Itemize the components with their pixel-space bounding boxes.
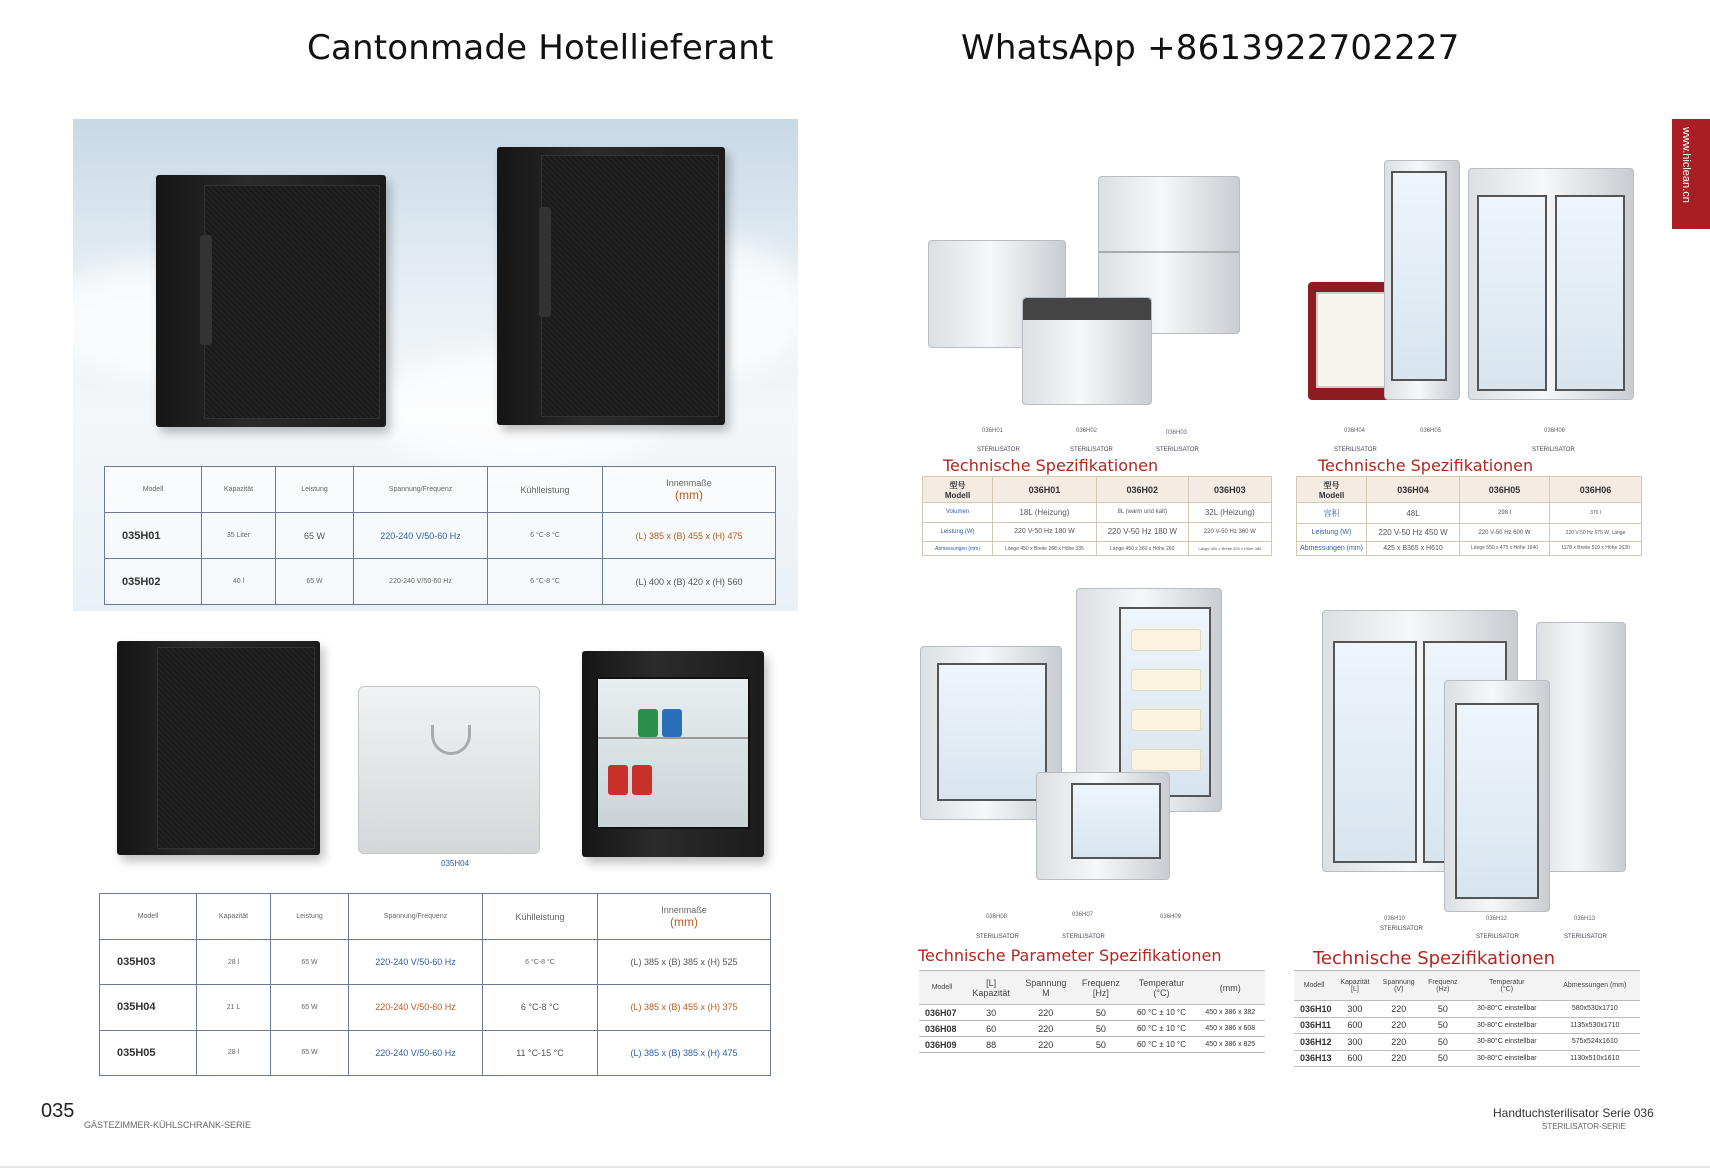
block1-title: Technische Spezifikationen [943,456,1159,475]
middle-caption-035h04: 035H04 [441,859,470,868]
col-header-innenmasse: Innenmaße (mm) [603,467,776,513]
series-label-right: STERILISATOR-SERIE [1542,1122,1626,1131]
table-row: 035H04 21 L 65 W 220-240 V/50-60 Hz 6 °C-8 °C (L) 385 x (B) 455 x (H) 375 [100,985,771,1030]
caption-036h02: 036H02 [1076,428,1098,434]
table-row: 036H08 60 220 50 60 °C ± 10 °C 450 x 386 x 608 [919,1021,1265,1037]
sterilizer-036h05-image [1384,160,1460,400]
col-header-spannung: Spannung/Frequenz [354,467,488,513]
table-row: Abmessungen (mm) 425 x B365 x H610 Länge 550 x 475 x Höhe 1640 1178 x Breite 510 x Höhe 1630 [1297,541,1642,555]
spec-table-block2: 型号 Modell 036H04 036H05 036H06 容积 48L 298 l 370 l Leistung (W) 220 V-50 Hz 450 W 220 V-50 Hz 600 W 220 V-50 Hz 675 W, Länge Abmessungen (mm) 425 x B365 x H610 Länge 550 x 475 x Höhe 1640 1178 x Breite 510 x Höhe 1630 [1296,476,1642,556]
table-row: 036H13 600 220 50 30-80°C einstellbar 1130x510x1610 [1294,1050,1640,1067]
caption-036h10: 036H10 [1384,916,1406,922]
caption-036h09: 036H09 [1160,914,1182,920]
caption-036h07: 036H07 [1072,912,1094,918]
table-row: 036H11 600 220 50 30-80°C einstellbar 1135x530x1710 [1294,1017,1640,1034]
table-row: Abmessungen (mm) Länge 450 x Breite 268 x Höhe 335 Länge 450 x 360 x Höhe 260 Länge 450 x Breite 325 x Höhe 385 [923,542,1272,556]
sterilizer-036h06-image [1468,168,1634,400]
spec-table-block4: Modell Kapazität [L] Spannung (V) Frequenz (Hz) Temperatur (°C) Abmessungen (mm) 036H10 300 220 50 30-80°C einstellbar 580x530x1710 036H11 600 220 50 30-80°C einstellbar 1135x530x1710 036H12 300 220 50 30-80°C einstellbar 575x524x1610 036H13 600 220 50 30-80°C einstellbar 1130x510x1610 [1294,970,1640,1067]
sterilizer-036h02-image [1022,297,1152,405]
col-header-modell: Modell [100,894,197,940]
table-row: Volumen 18L (Heizung) 8L (warm und kalt) 32L (Heizung) [923,503,1272,523]
caption-036h04: 036H04 [1344,428,1366,434]
spec-table-block3: Modell [L] Kapazität Spannung M Frequenz [Hz] Temperatur (°C) (mm) 036H07 30 220 50 60 °C ± 10 °C 450 x 386 x 382 036H08 60 220 50 60 °C ± 10 °C 450 x 386 x 608 036H09 88 220 50 60 °C ± 10 °C 450 x 386 x 825 [919,970,1265,1053]
table-row: 036H07 30 220 50 60 °C ± 10 °C 450 x 386 x 382 [919,1005,1265,1021]
col-header-leistung: Leistung [276,467,354,513]
col-header-kapazitaet: Kapazität [197,894,271,940]
caption-036h06: 036H06 [1544,428,1566,434]
table-row: 036H10 300 220 50 30-80°C einstellbar 580x530x1710 [1294,1001,1640,1018]
sterilizer-036h12-image [1444,680,1550,912]
spec-table-block1: 型号 Modell 036H01 036H02 036H03 Volumen 18L (Heizung) 8L (warm und kalt) 32L (Heizung) Leistung (W) 220 V-50 Hz 180 W 220 V-50 Hz 180 W 220 V-50 Hz 360 W Abmessungen (mm) Länge 450 x Breite 268 x Höhe 335 Länge 450 x 360 x Höhe 260 Länge 450 x Breite 325 x Höhe 385 [922,476,1272,556]
block3-title: Technische Parameter Spezifikationen [918,946,1222,965]
col-header-modell: Modell [105,467,202,513]
header-left-title: Cantonmade Hotellieferant [307,28,774,68]
caption-036h01: 036H01 [982,428,1004,434]
url-side-tab: www.hiclean.cn [1672,119,1710,229]
block2-title: Technische Spezifikationen [1318,456,1534,475]
caption-036h08: 036H08 [986,914,1008,920]
page-number: 035 [41,1100,75,1122]
sterilizer-036h07-image [1036,772,1170,880]
fridge-035h05-image [582,651,764,857]
table-row: 036H09 88 220 50 60 °C ± 10 °C 450 x 386 x 825 [919,1037,1265,1053]
table-row: 035H01 35 Liter 65 W 220-240 V/50-60 Hz 6 °C-8 °C (L) 385 x (B) 455 x (H) 475 [105,513,776,559]
table-row: 035H03 28 l 65 W 220-240 V/50-60 Hz 6 °C-8 °C (L) 385 x (B) 385 x (H) 525 [100,940,771,985]
col-header-innenmasse: Innenmaße (mm) [598,894,771,940]
fridge-035h01-image [156,175,386,427]
col-header-kuehlleistung: Kühlleistung [488,467,603,513]
spec-table-bottom [99,893,771,1076]
header-right-whatsapp: WhatsApp +8613922702227 [961,28,1460,68]
fridge-035h02-image [497,147,725,425]
table-row: 035H02 40 l 65 W 220-240 V/50-60 Hz 6 °C-8 °C (L) 400 x (B) 420 x (H) 560 [105,559,776,605]
table-row: 036H12 300 220 50 30-80°C einstellbar 575x524x1610 [1294,1034,1640,1051]
caption-036h05: 036H05 [1420,428,1442,434]
table-row: Leistung (W) 220 V-50 Hz 450 W 220 V-50 Hz 600 W 220 V-50 Hz 675 W, Länge [1297,524,1642,542]
col-header-kuehlleistung: Kühlleistung [483,894,598,940]
caption-036h13: 036H13 [1574,916,1596,922]
block4-title: Technische Spezifikationen [1313,948,1556,969]
table-row: 容积 48L 298 l 370 l [1297,503,1642,524]
col-header-spannung: Spannung/Frequenz [349,894,483,940]
table-row: Leistung (W) 220 V-50 Hz 180 W 220 V-50 Hz 180 W 220 V-50 Hz 360 W [923,522,1272,542]
footer-title-right: Handtuchsterilisator Serie 036 [1493,1106,1654,1120]
caption-036h12: 036H12 [1486,916,1508,922]
col-header-leistung: Leistung [271,894,349,940]
caption-036h03: 036H03 [1166,430,1188,436]
spec-table-top [104,466,776,605]
col-header-kapazitaet: Kapazität [202,467,276,513]
table-row: 035H05 28 l 65 W 220-240 V/50-60 Hz 11 °C-15 °C (L) 385 x (B) 385 x (H) 475 [100,1030,771,1075]
fridge-035h03-image [117,641,320,855]
fridge-top-panel [73,119,798,611]
series-label-left: GÄSTEZIMMER-KÜHLSCHRANK-SERIE [84,1120,252,1130]
fridge-035h04-image [358,686,540,854]
